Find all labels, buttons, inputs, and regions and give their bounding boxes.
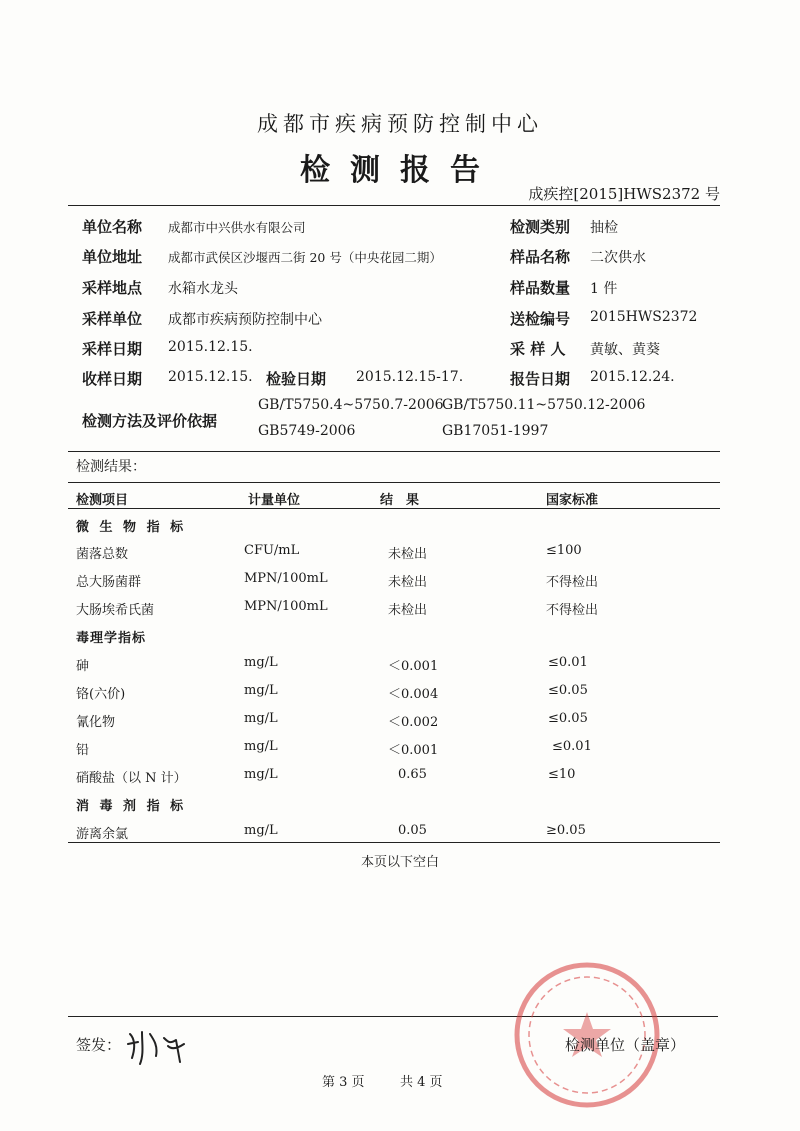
row-item: 铅 (76, 743, 90, 758)
sample-name-value: 二次供水 (590, 250, 646, 266)
sample-qty-value: 1 件 (590, 281, 618, 297)
method-1: GB/T5750.4~5750.7-2006 (258, 397, 444, 413)
page-number: 第 3 页 (322, 1075, 365, 1090)
section-title: 消 毒 剂 指 标 (76, 799, 187, 814)
sample-unit-value: 成都市疾病预防控制中心 (168, 312, 322, 328)
test-type-value: 抽检 (590, 220, 618, 236)
method-4: GB17051-1997 (442, 423, 549, 439)
results-top-line (68, 482, 720, 483)
col-unit: 计量单位 (248, 493, 301, 508)
row-item: 硝酸盐（以 N 计） (76, 771, 187, 786)
row-unit: mg/L (244, 739, 278, 754)
col-result: 结 果 (380, 493, 420, 508)
row-unit: MPN/100mL (244, 599, 328, 614)
report-number: 成疾控[2015]HWS2372 号 (528, 185, 720, 203)
row-unit: mg/L (244, 823, 278, 838)
row-result: ＜0.002 (388, 715, 439, 730)
row-unit: mg/L (244, 767, 278, 782)
sample-place-label: 采样地点 (82, 279, 143, 297)
row-standard: ≤0.01 (548, 655, 588, 670)
results-bottom-line (68, 842, 720, 843)
blank-note: 本页以下空白 (360, 855, 439, 870)
receive-date-value: 2015.12.15. (168, 369, 253, 385)
col-item: 检测项目 (76, 493, 129, 508)
row-item: 砷 (76, 659, 90, 674)
row-item: 大肠埃希氏菌 (76, 603, 155, 618)
sign-label: 签发： (76, 1036, 122, 1054)
row-result: 0.65 (398, 767, 427, 782)
sample-unit-label: 采样单位 (82, 310, 143, 328)
sample-name-label: 样品名称 (510, 248, 571, 266)
test-date-label: 检验日期 (266, 370, 327, 388)
row-result: 未检出 (388, 547, 428, 562)
test-date-value: 2015.12.15-17. (356, 369, 464, 385)
row-unit: mg/L (244, 711, 278, 726)
row-item: 氰化物 (76, 715, 116, 730)
submit-no-label: 送检编号 (510, 310, 571, 328)
report-date-label: 报告日期 (510, 370, 571, 388)
inspection-unit: 检测单位（盖章） (565, 1036, 686, 1054)
row-item: 铬(六价) (76, 687, 126, 702)
row-standard: 不得检出 (546, 603, 599, 618)
method-3: GB5749-2006 (258, 423, 356, 439)
sample-date-value: 2015.12.15. (168, 339, 253, 355)
report-title: 检测报告 (300, 153, 500, 188)
row-standard: ≤0.05 (548, 683, 588, 698)
sampler-label: 采 样 人 (510, 340, 566, 358)
test-type-label: 检测类别 (510, 218, 571, 236)
sample-date-label: 采样日期 (82, 340, 143, 358)
row-result: 未检出 (388, 603, 428, 618)
signature (124, 1024, 194, 1068)
submit-no-value: 2015HWS2372 (590, 309, 698, 325)
unit-addr-label: 单位地址 (82, 248, 143, 266)
row-unit: CFU/mL (244, 543, 300, 558)
results-header-line (68, 508, 720, 509)
row-result: ＜0.001 (388, 743, 439, 758)
method-label: 检测方法及评价依据 (82, 412, 218, 430)
row-item: 游离余氯 (76, 827, 129, 842)
sample-qty-label: 样品数量 (510, 279, 571, 297)
org-name: 成都市疾病预防控制中心 (257, 112, 543, 136)
row-result: ＜0.004 (388, 687, 439, 702)
unit-name-label: 单位名称 (82, 218, 143, 236)
row-unit: mg/L (244, 655, 278, 670)
col-standard: 国家标准 (546, 493, 599, 508)
row-standard: ≤0.05 (548, 711, 588, 726)
row-result: 未检出 (388, 575, 428, 590)
row-standard: ≥0.05 (546, 823, 586, 838)
report-date-value: 2015.12.24. (590, 369, 675, 385)
sampler-value: 黄敏、黄葵 (590, 342, 660, 358)
header-divider (68, 205, 720, 206)
sample-place-value: 水箱水龙头 (168, 281, 238, 297)
row-item: 总大肠菌群 (76, 575, 142, 590)
page-total: 共 4 页 (400, 1075, 443, 1090)
row-unit: MPN/100mL (244, 571, 328, 586)
row-standard: ≤100 (546, 543, 582, 558)
row-standard: ≤10 (548, 767, 576, 782)
row-standard: ≤0.01 (552, 739, 592, 754)
row-result: ＜0.001 (388, 659, 439, 674)
unit-addr-value: 成都市武侯区沙堰西二街 20 号（中央花园二期） (168, 250, 442, 265)
unit-name-value: 成都市中兴供水有限公司 (168, 220, 306, 235)
section-title: 微 生 物 指 标 (76, 520, 187, 535)
method-2: GB/T5750.11~5750.12-2006 (442, 397, 646, 413)
row-item: 菌落总数 (76, 547, 129, 562)
info-divider (68, 451, 720, 452)
results-label: 检测结果： (76, 459, 146, 475)
receive-date-label: 收样日期 (82, 370, 143, 388)
row-standard: 不得检出 (546, 575, 599, 590)
row-unit: mg/L (244, 683, 278, 698)
row-result: 0.05 (398, 823, 427, 838)
section-title: 毒理学指标 (76, 631, 147, 646)
